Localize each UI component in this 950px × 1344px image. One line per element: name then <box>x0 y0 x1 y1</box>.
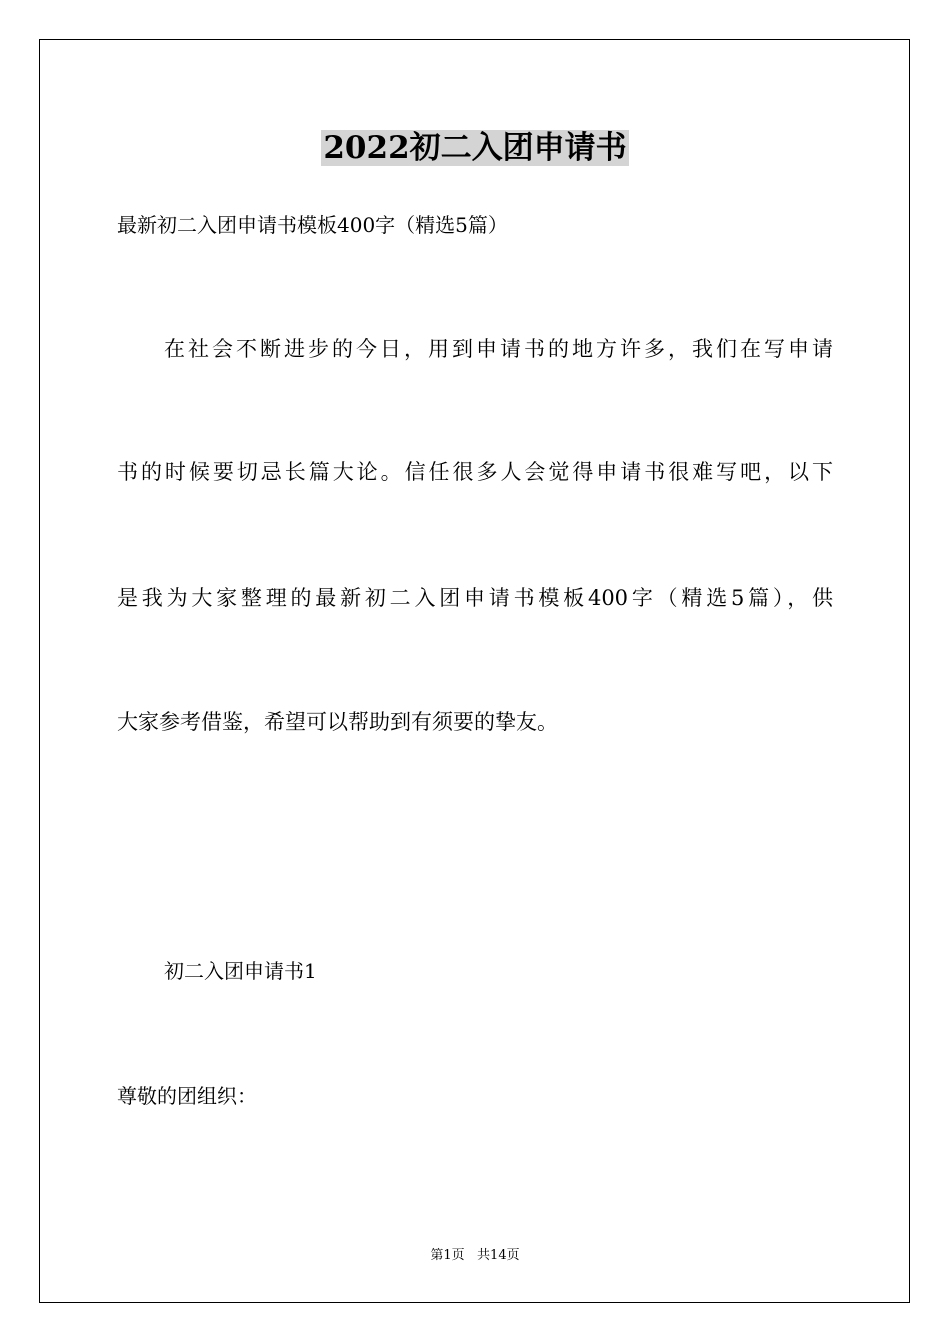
document-title <box>0 126 950 170</box>
document-title-text: 2022初二入团申请书 <box>323 130 627 166</box>
salutation: 尊敬的团组织： <box>117 1084 257 1108</box>
intro-paragraph-line-2: 书的时候要切忌长篇大论。信任很多人会觉得申请书很难写吧，以下 <box>117 460 833 484</box>
intro-paragraph-line-4: 大家参考借鉴，希望可以帮助到有须要的挚友。 <box>117 710 558 734</box>
intro-paragraph-line-3: 是我为大家整理的最新初二入团申请书模板400字（精选5篇），供 <box>117 586 833 610</box>
document-subtitle: 最新初二入团申请书模板400字（精选5篇） <box>117 213 508 237</box>
intro-paragraph-line-1: 在社会不断进步的今日，用到申请书的地方许多，我们在写申请 <box>164 337 833 361</box>
section-heading: 初二入团申请书1 <box>164 959 317 983</box>
page-footer: 第1页 共14页 <box>430 1248 520 1263</box>
